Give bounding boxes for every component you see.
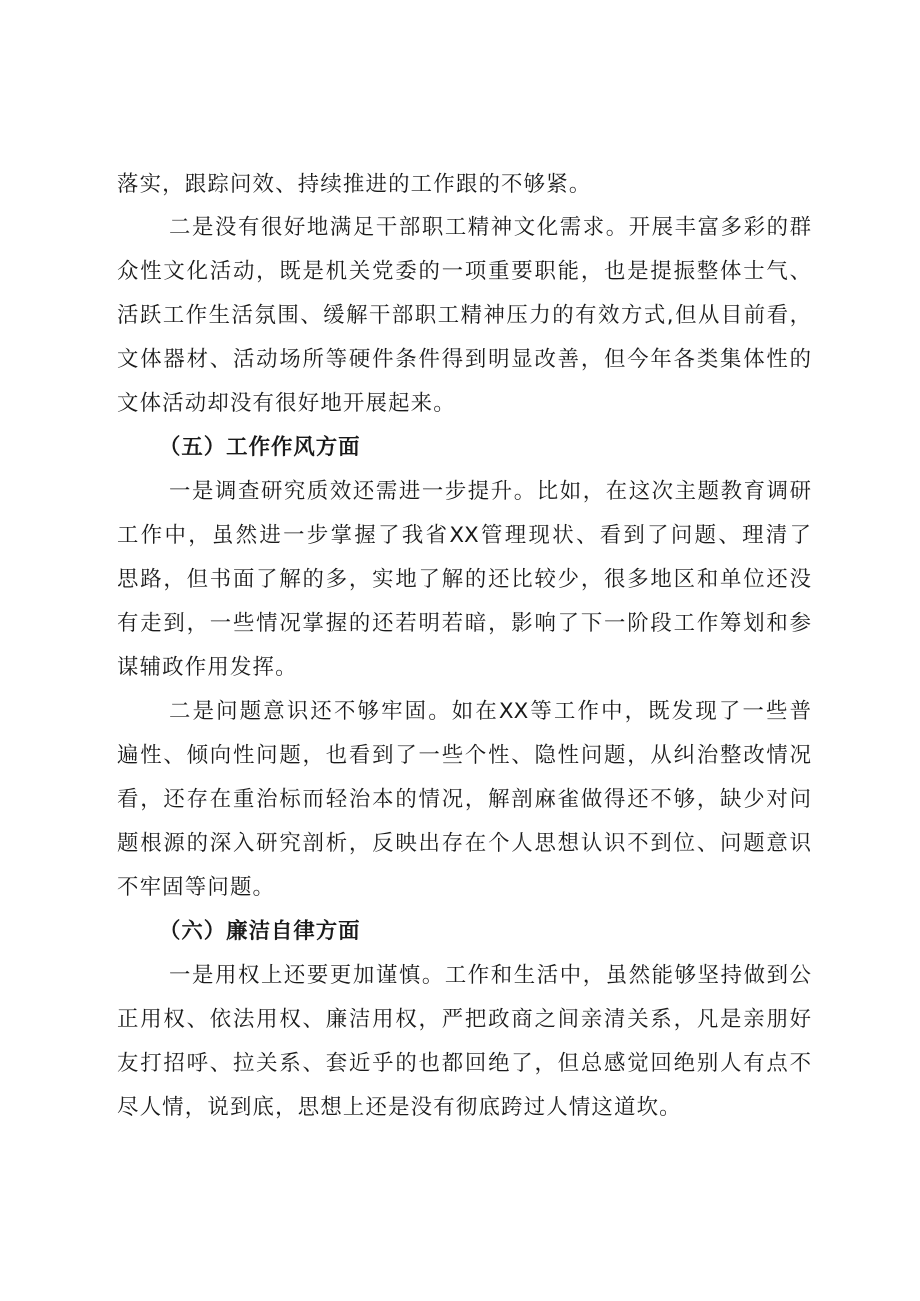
paragraph-line: 工作中，虽然进一步掌握了我省XX管理现状、看到了问题、理清了 [117, 523, 811, 548]
paragraph-line: 文体活动却没有很好地开展起来。 [117, 391, 456, 416]
paragraph-line: 尽人情，说到底，思想上还是没有彻底跨过人情这道坎。 [117, 1095, 682, 1120]
paragraph-line: 遍性、倾向性问题，也看到了一些个性、隐性问题，从纠治整改情况 [117, 743, 811, 768]
paragraph-line: 正用权、依法用权、廉洁用权，严把政商之间亲清关系，凡是亲朋好 [117, 1007, 811, 1032]
paragraph-line: 一是调查研究质效还需进一步提升。比如，在这次主题教育调研 [169, 479, 811, 504]
paragraph-line: 思路，但书面了解的多，实地了解的还比较少，很多地区和单位还没 [117, 567, 811, 592]
paragraph-line: 看，还存在重治标而轻治本的情况，解剖麻雀做得还不够，缺少对问 [117, 787, 811, 812]
paragraph-line: 不牢固等问题。 [117, 875, 276, 900]
paragraph-line: 二是没有很好地满足干部职工精神文化需求。开展丰富多彩的群 [169, 215, 811, 240]
paragraph-line: 落实，跟踪问效、持续推进的工作跟的不够紧。 [117, 172, 592, 197]
paragraph-line: 文体器材、活动场所等硬件条件得到明显改善，但今年各类集体性的 [117, 347, 811, 372]
paragraph-line: 一是用权上还要更加谨慎。工作和生活中，虽然能够坚持做到公 [169, 963, 811, 988]
paragraph-line: 有走到，一些情况掌握的还若明若暗，影响了下一阶段工作筹划和参 [117, 611, 811, 636]
paragraph-line: 活跃工作生活氛围、缓解干部职工精神压力的有效方式,但从目前看， [117, 303, 811, 328]
paragraph-line: 题根源的深入研究剖析，反映出存在个人思想认识不到位、问题意识 [117, 831, 811, 856]
paragraph-line: 谋辅政作用发挥。 [117, 655, 298, 680]
paragraph-line: 友打招呼、拉关系、套近乎的也都回绝了，但总感觉回绝别人有点不 [117, 1051, 811, 1076]
paragraph-line: 众性文化活动，既是机关党委的一项重要职能，也是提振整体士气、 [117, 259, 811, 284]
section-heading: （六）廉洁自律方面 [159, 919, 361, 944]
paragraph-line: 二是问题意识还不够牢固。如在XX等工作中，既发现了一些普 [169, 699, 811, 724]
section-heading: （五）工作作风方面 [159, 435, 361, 460]
